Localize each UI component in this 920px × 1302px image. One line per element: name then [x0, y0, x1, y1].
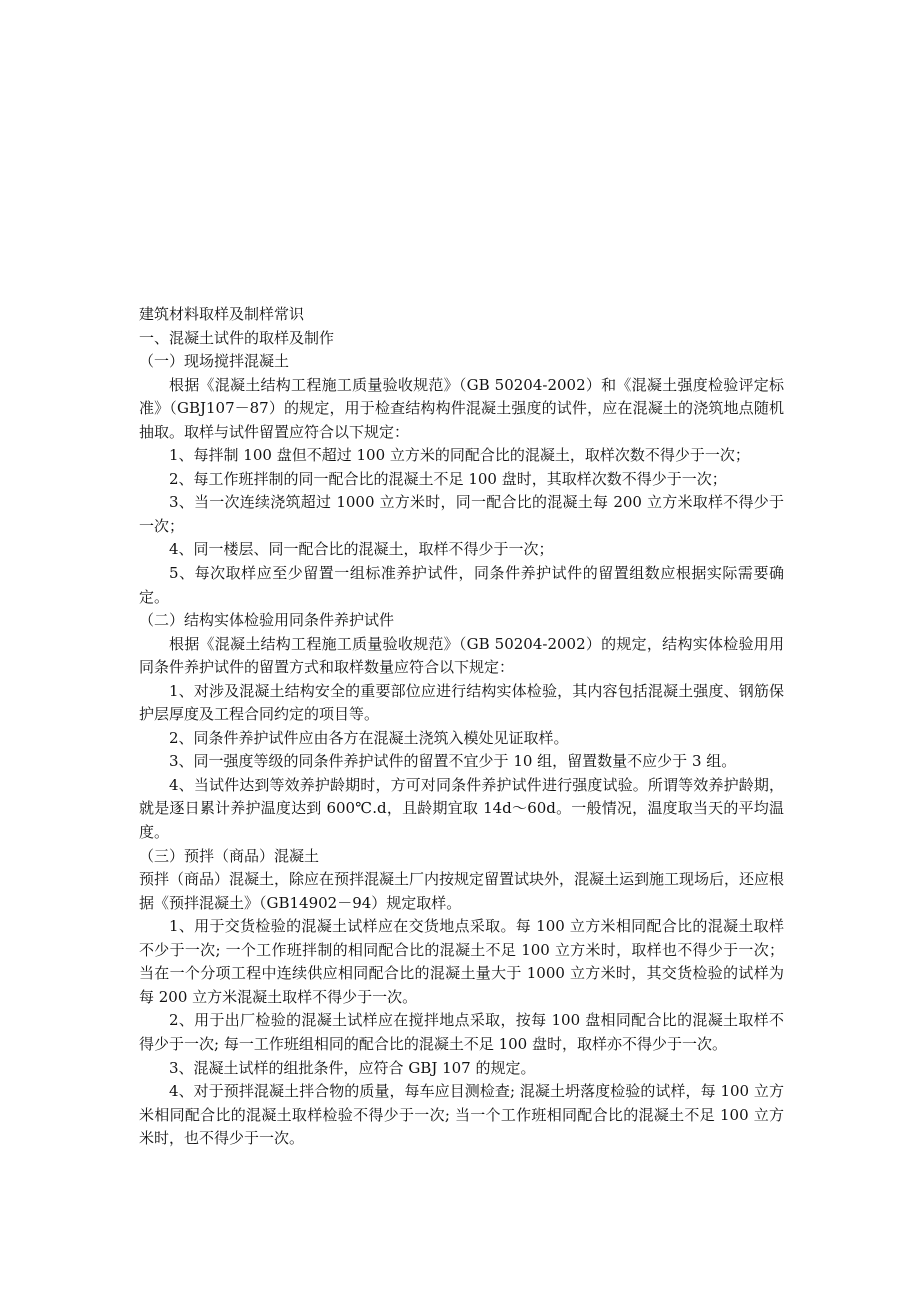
- list-item: 2、每工作班拌制的同一配合比的混凝土不足 100 盘时，其取样次数不得少于一次；: [169, 469, 727, 488]
- subsection-heading: （二）结构实体检验用同条件养护试件: [139, 611, 395, 630]
- paragraph: 根据《混凝土结构工程施工质量验收规范》（GB 50204-2002）和《混凝土强度检验评定标准》（GBJ107－87）的规定，用于检查结构构件混凝土强度的试件，应在混凝土的浇筑地点随机抽取。取样与试件留置应符合以下规定：: [139, 375, 784, 441]
- list-item: 5、每次取样应至少留置一组标准养护试件，同条件养护试件的留置组数应根据实际需要确定。: [139, 564, 784, 606]
- list-item: 2、同条件养护试件应由各方在混凝土浇筑入模处见证取样。: [169, 728, 569, 747]
- section-heading: 一、混凝土试件的取样及制作: [139, 328, 335, 347]
- paragraph: 预拌（商品）混凝土，除应在预拌混凝土厂内按规定留置试块外，混凝土运到施工现场后，还应根据《预拌混凝土》（GB14902－94）规定取样。: [139, 870, 785, 912]
- document-page: [139, 303, 784, 1151]
- list-item: 3、混凝土试样的组批条件，应符合 GBJ 107 的规定。: [169, 1058, 536, 1077]
- list-item: 4、对于预拌混凝土拌合物的质量，每车应目测检查; 混凝土坍落度检验的试样，每 100 立方米相同配合比的混凝土取样检验不得少于一次; 当一个工作班相同配合比的混凝土不足 100 立方米时，也不得少于一次。: [139, 1082, 784, 1148]
- list-item: 1、每拌制 100 盘但不超过 100 立方米的同配合比的混凝土，取样次数不得少于一次；: [169, 446, 750, 465]
- list-item: 4、同一楼层、同一配合比的混凝土，取样不得少于一次；: [169, 540, 554, 559]
- list-item: 4、当试件达到等效养护龄期时，方可对同条件养护试件进行强度试验。所谓等效养护龄期，就是逐日累计养护温度达到 600℃.d，且龄期宜取 14d～60d。一般情况，温度取当天的平均温度。: [139, 775, 784, 842]
- list-item: 3、同一强度等级的同条件养护试件的留置不宜少于 10 组，留置数量不应少于 3 组。: [169, 752, 737, 771]
- subsection-heading: （三）预拌（商品）混凝土: [139, 846, 320, 865]
- list-item: 2、用于出厂检验的混凝土试样应在搅拌地点采取，按每 100 盘相同配合比的混凝土取样不得少于一次; 每一工作班组相同的配合比的混凝土不足 100 盘时，取样亦不得少于一次。: [139, 1011, 784, 1053]
- document-title: 建筑材料取样及制样常识: [139, 305, 305, 323]
- list-item: 3、当一次连续浇筑超过 1000 立方米时，同一配合比的混凝土每 200 立方米取样不得少于一次；: [139, 493, 784, 535]
- subsection-heading: （一）现场搅拌混凝土: [139, 352, 290, 371]
- list-item: 1、用于交货检验的混凝土试样应在交货地点采取。每 100 立方米相同配合比的混凝土取样不少于一次; 一个工作班拌制的相同配合比的混凝土不足 100 立方米时，取样也不得少于一次；当在一个分项工程中连续供应相同配合比的混凝土量大于 1000 立方米时，其交货检验的试样为每 200 立方米混凝土取样不得少于一次。: [139, 917, 784, 1006]
- paragraph: 根据《混凝土结构工程施工质量验收规范》（GB 50204-2002）的规定，结构实体检验用用同条件养护试件的留置方式和取样数量应符合以下规定：: [139, 634, 784, 677]
- list-item: 1、对涉及混凝土结构安全的重要部位应进行结构实体检验，其内容包括混凝土强度、钢筋保护层厚度及工程合同约定的项目等。: [139, 681, 784, 724]
